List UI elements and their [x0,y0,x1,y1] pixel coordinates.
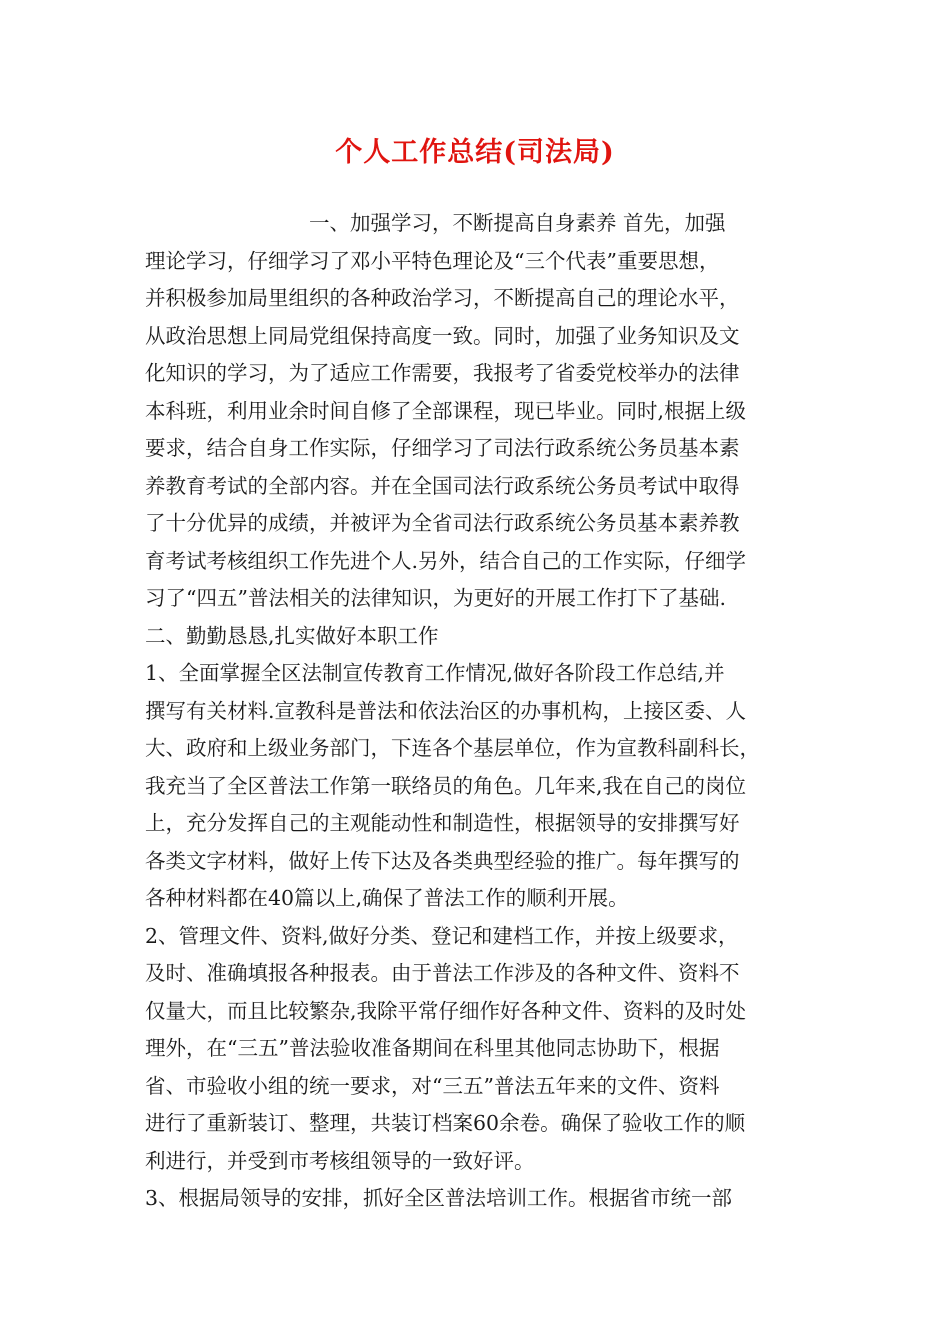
text-line: 各类文字材料，做好上传下达及各类典型经验的推广。每年撰写的 [145,848,740,873]
text-line: 1、全面掌握全区法制宣传教育工作情况,做好各阶段工作总结,并 [145,661,725,685]
document-body [145,205,810,1218]
text-line: 仅量大，而且比较繁杂,我除平常仔细作好各种文件、资料的及时处 [145,998,747,1023]
text-line: 3、根据局领导的安排，抓好全区普法培训工作。根据省市统一部 [145,1186,733,1210]
text-line: 大、政府和上级业务部门，下连各个基层单位，作为宣教科副科长， [145,736,760,760]
text-line: 进行了重新装订、整理，共装订档案60余卷。确保了验收工作的顺 [145,1111,746,1135]
text-line: 养教育考试的全部内容。并在全国司法行政系统公务员考试中取得 [145,473,740,498]
text-line: 我充当了全区普法工作第一联络员的角色。几年来,我在自己的岗位 [145,773,747,798]
text-line: 撰写有关材料.宣教科是普法和依法治区的办事机构，上接区委、人 [145,698,747,723]
text-line: 了十分优异的成绩，并被评为全省司法行政系统公务员基本素养教 [145,511,740,535]
text-line: 要求，结合自身工作实际，仔细学习了司法行政系统公务员基本素 [145,436,740,460]
document-title: 个人工作总结(司法局) [335,137,615,168]
text-line: 从政治思想上同局党组保持高度一致。同时，加强了业务知识及文 [145,323,740,348]
text-line: 育考试考核组织工作先进个人.另外，结合自己的工作实际，仔细学 [145,548,747,573]
text-line: 各种材料都在40篇以上,确保了普法工作的顺利开展。 [145,886,629,910]
text-line: 2、管理文件、资料,做好分类、登记和建档工作，并按上级要求， [145,923,739,948]
text-line: 二、勤勤恳恳,扎实做好本职工作 [145,623,439,648]
text-line: 上，充分发挥自己的主观能动性和制造性，根据领导的安排撰写好 [145,811,740,835]
text-line: 习了“四五”普法相关的法律知识，为更好的开展工作打下了基础. [145,586,726,610]
text-line: 化知识的学习，为了适应工作需要，我报考了省委党校举办的法律 [145,361,740,385]
text-line: 利进行，并受到市考核组领导的一致好评。 [145,1148,535,1173]
text-line: 一、加强学习，不断提高自身素养 首先，加强 [145,211,726,235]
text-line: 及时、准确填报各种报表。由于普法工作涉及的各种文件、资料不 [145,961,740,985]
text-line: 理论学习，仔细学习了邓小平特色理论及“三个代表”重要思想， [145,248,720,273]
text-line: 省、市验收小组的统一要求，对“三五”普法五年来的文件、资料 [145,1073,720,1098]
text-line: 理外，在“三五”普法验收准备期间在科里其他同志协助下，根据 [145,1036,720,1060]
text-line: 本科班，利用业余时间自修了全部课程，现已毕业。同时,根据上级 [145,398,747,423]
text-line: 并积极参加局里组织的各种政治学习，不断提高自己的理论水平， [145,286,740,310]
